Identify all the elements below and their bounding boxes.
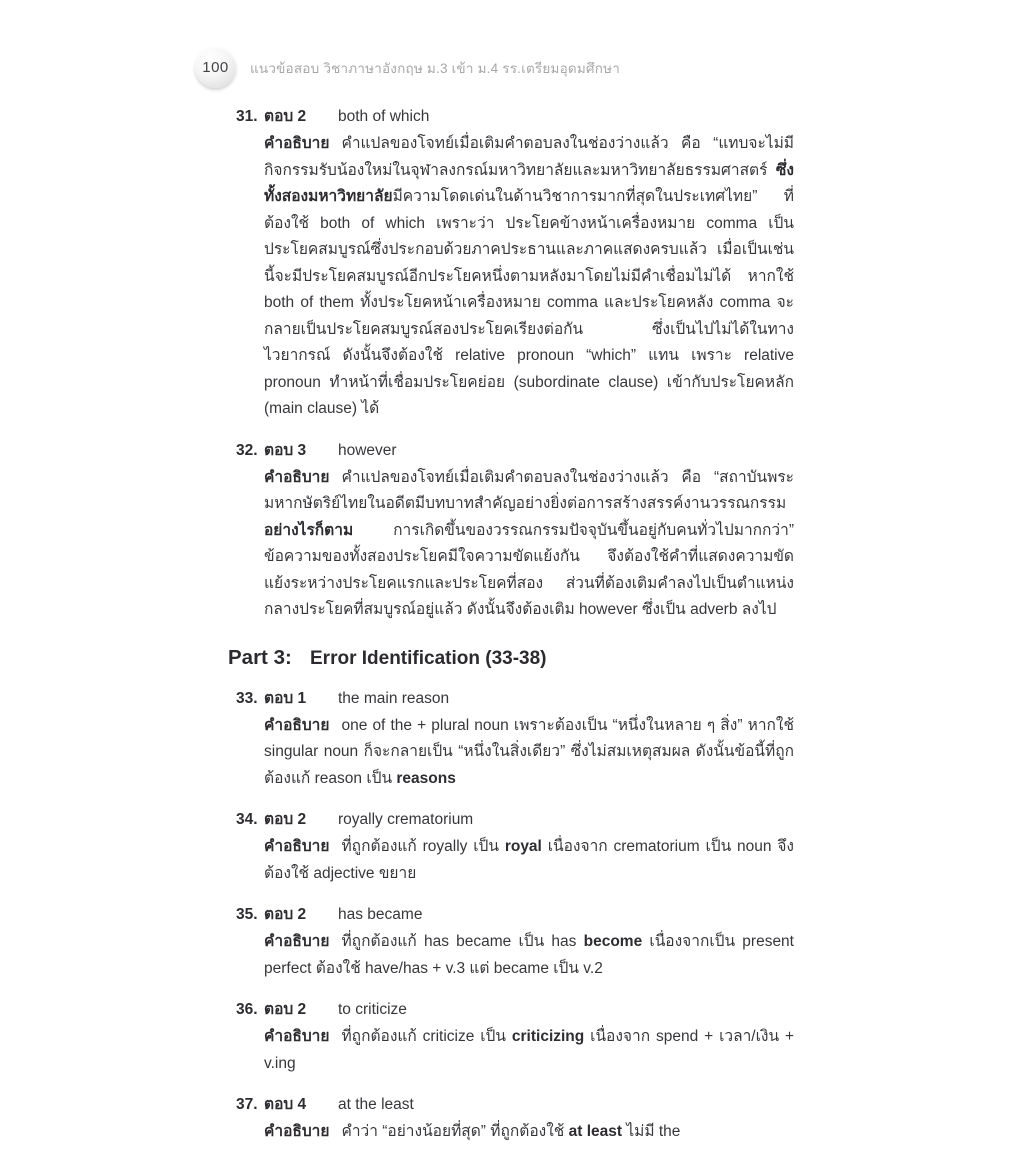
item-number: 34.	[236, 811, 258, 828]
explanation-text: การเกิดขึ้นของวรรณกรรมปัจจุบันขึ้นอยู่กับคนทั่วไปมากกว่า” ข้อความของทั้งสองประโยคมีใจความขัดแย้งกัน จึงต้องใช้คำที่แสดงความขัดแย้งระหว่างประโยคแรกและประโยคที่สอง ส่วนที่ต้องเติมคำลงไปเป็นตำแหน่งกลางประโยคที่สมบูรณ์อยู่แล้ว ดังนั้นจึงต้องเติม however ซึ่งเป็น adverb ลงไป	[264, 521, 794, 618]
item-head	[236, 686, 796, 712]
answer-phrase: both of which	[338, 108, 430, 125]
answer-key-content	[228, 104, 796, 1161]
part3-title: Error Identification (33-38)	[310, 647, 547, 669]
explanation-paragraph	[264, 465, 794, 624]
explanation-label: คำอธิบาย	[264, 838, 330, 855]
explanation-text: one of the + plural noun เพราะต้องเป็น “หนึ่งในหลาย ๆ สิ่ง” หากใช้ singular noun ก็จะกลายเป็น “หนึ่งในสิ่งเดียว” ซึ่งไม่สมเหตุสมผล ดังนั้นข้อนี้ที่ถูกต้องแก้ reason เป็น	[264, 716, 794, 787]
answer-item-37	[236, 1092, 796, 1146]
explanation-bold: reasons	[396, 769, 456, 787]
part3-label: Part 3:	[228, 645, 292, 669]
explanation-label: คำอธิบาย	[264, 468, 330, 486]
explanation-bold: royal	[504, 838, 542, 855]
answer-phrase: royally crematorium	[338, 811, 474, 828]
answer-phrase: at the least	[338, 1096, 414, 1113]
explanation-bold: become	[583, 933, 643, 950]
answer-phrase: the main reason	[338, 689, 450, 707]
answer-item-31	[236, 104, 796, 423]
answer-phrase: however	[338, 441, 397, 459]
item-number: 36.	[236, 1001, 258, 1018]
explanation-paragraph	[264, 131, 794, 423]
explanation-paragraph	[264, 929, 794, 982]
explanation-label: คำอธิบาย	[264, 1123, 330, 1140]
item-head	[236, 438, 796, 464]
answer-label: ตอบ 2	[264, 108, 307, 125]
item-head	[236, 997, 796, 1023]
item-number: 33.	[236, 689, 258, 707]
explanation-text: เนื่องจากเป็น present perfect ต้องใช้ have/has + v.3 แต่ became เป็น v.2	[264, 933, 794, 977]
explanation-text: ที่ถูกต้องแก้ royally เป็น	[341, 838, 505, 855]
explanation-bold: at least	[568, 1123, 623, 1140]
explanation-paragraph	[264, 713, 794, 793]
explanation-text: ที่ถูกต้องแก้ has became เป็น has	[341, 933, 584, 950]
explanation-text: มีความโดดเด่นในด้านวิชาการมากที่สุดในประเทศไทย” ที่ต้องใช้ both of which เพราะว่า ประโยคข้างหน้าเครื่องหมาย comma เป็นประโยคสมบูรณ์ซึ่งประกอบด้วยภาคประธานและภาคแสดงครบแล้ว เมื่อเป็นเช่นนี้จะมีประโยคสมบูรณ์อีกประโยคหนึ่งตามหลังมาโดยไม่มีคำเชื่อมไม่ได้ หากใช้ both of them ทั้งประโยคหน้าเครื่องหมาย comma และประโยคหลัง comma จะกลายเป็นประโยคสมบูรณ์สองประโยคเรียงต่อกัน ซึ่งเป็นไปไม่ได้ในทางไวยากรณ์ ดังนั้นจึงต้องใช้ relative pronoun “which” แทน เพราะ relative pronoun ทำหน้าที่เชื่อมประโยคย่อย (subordinate clause) เข้ากับประโยคหลัก (main clause) ได้	[264, 188, 794, 417]
item-head	[236, 902, 796, 928]
item-number: 32.	[236, 441, 258, 459]
item-number: 31.	[236, 108, 258, 125]
explanation-text: ที่ถูกต้องแก้ criticize เป็น	[341, 1028, 512, 1045]
explanation-bold: ซึ่งทั้งสองมหาวิทยาลัย	[264, 161, 794, 205]
explanation-text: ไม่มี the	[622, 1123, 681, 1140]
answer-label: ตอบ 4	[264, 1096, 307, 1113]
answer-item-32	[236, 438, 796, 624]
answer-label: ตอบ 2	[264, 811, 307, 828]
part3-heading	[228, 646, 796, 670]
answer-item-35	[236, 902, 796, 982]
item-number: 35.	[236, 906, 258, 923]
explanation-text: คำแปลของโจทย์เมื่อเติมคำตอบลงในช่องว่างแล้ว คือ “สถาบันพระมหากษัตริย์ไทยในอดีตมีบทบาทสำคัญอย่างยิ่งต่อการสร้างสรรค์งานวรรณกรรม	[264, 468, 794, 512]
answer-item-36	[236, 997, 796, 1077]
item-head	[236, 104, 796, 130]
item-head	[236, 1092, 796, 1118]
page-header-title: แนวข้อสอบ วิชาภาษาอังกฤษ ม.3 เข้า ม.4 รร.เตรียมอุดมศึกษา	[250, 60, 620, 76]
explanation-paragraph	[264, 1119, 794, 1146]
explanation-paragraph	[264, 834, 794, 887]
answer-item-33	[236, 686, 796, 793]
explanation-bold: อย่างไรก็ตาม	[264, 521, 354, 539]
answer-label: ตอบ 1	[264, 689, 307, 707]
explanation-text: เนื่องจาก spend + เวลา/เงิน + v.ing	[264, 1028, 794, 1072]
item-number: 37.	[236, 1096, 258, 1113]
answer-label: ตอบ 2	[264, 906, 307, 923]
explanation-label: คำอธิบาย	[264, 933, 330, 950]
page-number-badge	[195, 47, 236, 88]
page-header	[195, 47, 620, 88]
explanation-bold: criticizing	[511, 1028, 585, 1045]
explanation-paragraph	[264, 1024, 794, 1077]
answer-label: ตอบ 3	[264, 441, 307, 459]
explanation-text: เนื่องจาก crematorium เป็น noun จึงต้องใช้ adjective ขยาย	[264, 838, 794, 882]
answer-phrase: to criticize	[338, 1001, 407, 1018]
explanation-label: คำอธิบาย	[264, 716, 330, 734]
explanation-text: คำว่า “อย่างน้อยที่สุด” ที่ถูกต้องใช้	[341, 1123, 569, 1140]
explanation-label: คำอธิบาย	[264, 1028, 330, 1045]
page-number: 100	[202, 59, 229, 76]
answer-phrase: has became	[338, 906, 423, 923]
explanation-text: คำแปลของโจทย์เมื่อเติมคำตอบลงในช่องว่างแล้ว คือ “แทบจะไม่มีกิจกรรมรับน้องใหม่ในจุฬาลงกรณ์มหาวิทยาลัยและมหาวิทยาลัยธรรมศาสตร์	[264, 135, 794, 179]
explanation-label: คำอธิบาย	[264, 135, 330, 152]
answer-item-34	[236, 807, 796, 887]
item-head	[236, 807, 796, 833]
answer-label: ตอบ 2	[264, 1001, 307, 1018]
